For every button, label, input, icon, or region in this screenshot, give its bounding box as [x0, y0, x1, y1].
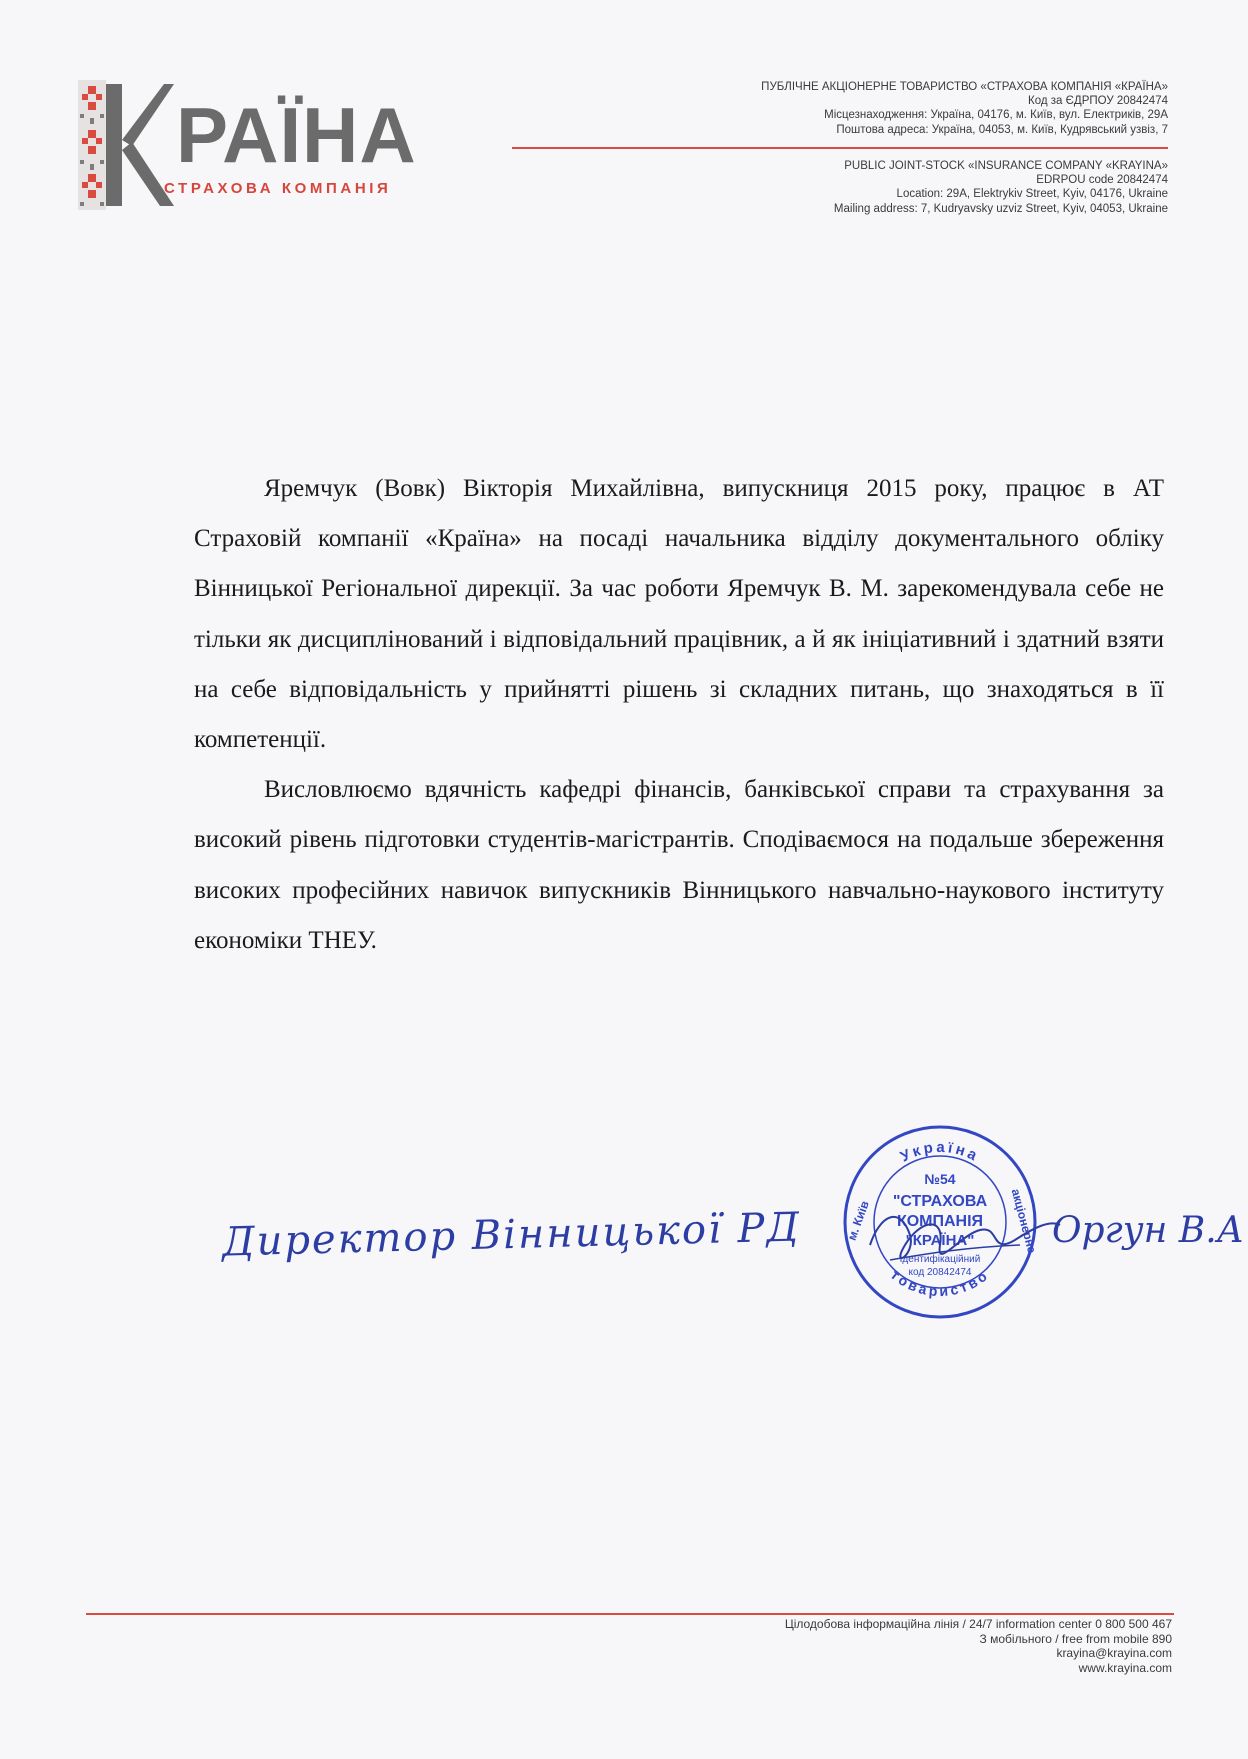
header-en-line: EDRPOU code 20842474: [1036, 174, 1168, 187]
embroidery-ornament-icon: [78, 80, 106, 210]
letter-body: [194, 464, 1164, 966]
stamp-line-3: "КРАЇНА": [905, 1232, 975, 1249]
header-ukrainian: [761, 80, 1168, 137]
header-ua-line: Код за ЄДРПОУ 20842474: [1028, 95, 1168, 108]
stamp-ring-top: Україна: [897, 1138, 983, 1166]
stamp-number: №54: [924, 1171, 956, 1187]
stamp-ring-right: акціонерне: [1008, 1187, 1040, 1255]
header-en-line: Mailing address: 7, Kudryavsky uzviz Street, Kyiv, 04053, Ukraine: [833, 202, 1168, 215]
header-ua-line: ПУБЛІЧНЕ АКЦІОНЕРНЕ ТОВАРИСТВО «СТРАХОВА КОМПАНІЯ «КРАЇНА»: [761, 81, 1168, 93]
handwritten-signer-title: Директор Вінницької РД: [221, 1204, 802, 1266]
footer-contacts: [785, 1617, 1172, 1675]
body-paragraph: Яремчук (Вовк) Вікторія Михайлівна, випускниця 2015 року, працює в АТ Страховій компанії «Країна» на посаді начальника відділу документального обліку Вінницької Регіональної дирекції. За час роботи Яремчук В. М. зарекомендувала себе не тільки як дисциплінований і відповідальний працівник, а й як ініціативний і здатний взяти на себе відповідальність у прийнятті рішень зі складних питань, що знаходяться в її компетенції.: [194, 475, 1164, 754]
footer-divider: [86, 1613, 1174, 1615]
signature-scribble: [850, 1175, 1070, 1295]
logo-subtitle: СТРАХОВА КОМПАНІЯ: [164, 180, 392, 197]
footer-line: krayina@krayina.com: [1056, 1646, 1172, 1660]
stamp-id-code: код 20842474: [908, 1267, 972, 1278]
stamp-line-1: "СТРАХОВА: [892, 1193, 988, 1210]
company-logo: [78, 80, 417, 212]
footer-line: www.krayina.com: [1078, 1660, 1172, 1675]
header-en-line: PUBLIC JOINT-STOCK «INSURANCE COMPANY «KRAYINA»: [844, 160, 1168, 172]
stamp-id-label: Ідентифікаційний: [899, 1254, 981, 1265]
header-ua-line: Поштова адреса: Україна, 04053, м. Київ, Кудрявський узвіз, 7: [836, 123, 1168, 136]
header-en-line: Location: 29A, Elektrykiv Street, Kyiv, 04176, Ukraine: [896, 188, 1168, 201]
stamp-ring-left: м. Київ: [844, 1198, 872, 1243]
body-paragraph: Висловлюємо вдячність кафедрі фінансів, банківської справи та страхування за високий рівень підготовки студентів-магістрантів. Сподіваємося на подальше збереження високих професійних навичок випускників Вінницького навчально-наукового інституту економіки ТНЕУ.: [194, 776, 1164, 954]
header-divider: [512, 147, 1168, 149]
handwritten-signer-name: Оргун В.А: [1052, 1210, 1244, 1251]
header-english: [834, 159, 1168, 216]
header-ua-line: Місцезнаходження: Україна, 04176, м. Київ, вул. Електриків, 29А: [824, 109, 1168, 122]
logo-wordmark: РАЇНА: [176, 91, 417, 179]
footer-line: З мобільного / free from mobile 890: [979, 1631, 1172, 1646]
footer-line: Цілодобова інформаційна лінія / 24/7 information center 0 800 500 467: [784, 1617, 1172, 1631]
stamp-line-2: КОМПАНІЯ: [896, 1213, 984, 1230]
svg-text:Україна: [898, 1139, 983, 1166]
stamp-ring-bottom: товариство: [887, 1266, 993, 1300]
